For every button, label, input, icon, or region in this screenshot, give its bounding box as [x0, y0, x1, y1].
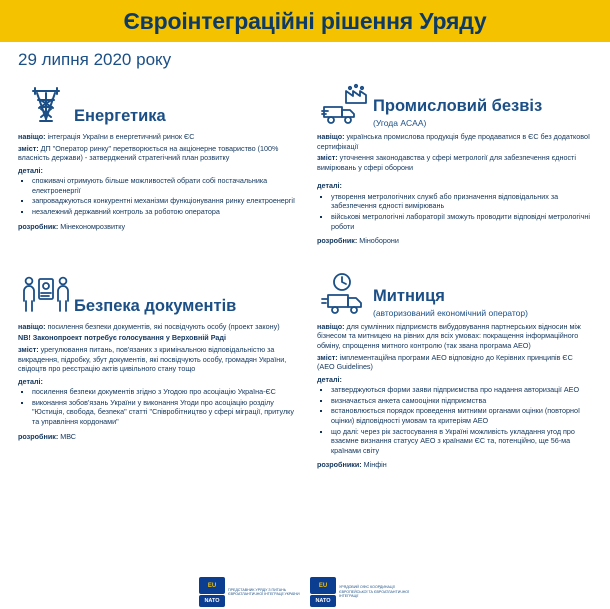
factory-truck-icon — [317, 80, 373, 128]
customs-purpose-row — [317, 322, 592, 351]
page-title: Євроінтеграційні рішення Уряду — [123, 7, 487, 34]
page-date: 29 липня 2020 року — [18, 50, 172, 69]
customs-content-value: імплементаційна програми АЕО відповідно до Керівних принципів ЄС (AEO Guidelines) — [317, 352, 573, 372]
energy-developer-value: Мінекономрозвитку — [60, 221, 126, 231]
list-item: ▪ виконання зобов'язань України у виконання Угоди про асоціацію розділу "Юстиція, свобода, безпека" статті "Співробітництво у сфері міграції, притулку та управління кордонами" — [32, 398, 297, 427]
section-energy-body — [18, 132, 297, 231]
customs-developer-value: Мінфін — [363, 460, 387, 470]
list-item: ▪ військові метрологічні лабораторії зможуть проводити відповідні метрологічні роботи — [331, 212, 592, 231]
list-item: ▪ незалежний державний контроль за роботою оператора — [32, 207, 297, 217]
list-item: ▪ посилення безпеки документів згідно з Угодою про асоціацію Україна-ЄС — [32, 387, 297, 397]
nato-logo-icon: NATO — [199, 595, 225, 607]
section-document-security — [10, 264, 305, 472]
purpose-label: навіщо: — [18, 321, 46, 331]
docs-details-list — [18, 387, 297, 426]
customs-developer-label: розробники: — [317, 460, 362, 470]
industrial-details-list — [317, 192, 592, 231]
customs-content-row — [317, 353, 592, 372]
section-customs-subtitle: (авторизований економічний оператор) — [373, 307, 528, 318]
energy-details-list — [18, 176, 297, 216]
content-label: зміст: — [317, 153, 338, 163]
energy-developer-row — [18, 222, 297, 232]
section-docs-title: Безпека документів — [74, 296, 237, 315]
section-customs-head — [317, 266, 592, 318]
section-industrial-body — [317, 132, 592, 246]
section-customs-title: Митниця — [373, 286, 445, 305]
industrial-details-label: деталі: — [317, 181, 342, 191]
section-customs-body — [317, 322, 592, 470]
logo-stack — [310, 577, 336, 607]
industrial-content-row — [317, 153, 592, 172]
list-item: ▪ встановлюється порядок проведення митними органами оцінки (повторної оцінки) відповідності умовам та критеріям АЕО — [331, 406, 592, 425]
section-energy — [10, 74, 305, 248]
section-energy-head — [18, 76, 297, 128]
section-docs-head — [18, 266, 297, 318]
energy-developer-label: розробник: — [18, 221, 59, 231]
customs-details-list — [317, 385, 592, 455]
footer-logos — [0, 577, 610, 607]
list-item: ▪ визначається анкета самооцінки підприємства — [331, 396, 592, 406]
purpose-label: навіщо: — [18, 132, 46, 141]
energy-purpose-value: інтеграція України в енергетичний ринок ЄС — [47, 132, 195, 141]
docs-developer-label: розробник: — [18, 431, 59, 441]
nato-logo-icon: NATO — [310, 595, 336, 607]
energy-content-value: ДП "Оператор ринку" перетворюється на акціонерне товариство (100% власність держави) - затверджений стратегічний план розвитку — [18, 143, 279, 163]
industrial-content-value: уточнення законодавства у сфері метрології для забезпечення єдності вимірювань у сфері оборони — [317, 153, 576, 172]
section-energy-title: Енергетика — [74, 107, 166, 126]
energy-content-row — [18, 144, 297, 163]
customs-details-label: деталі: — [317, 374, 342, 384]
customs-developer-row — [317, 460, 592, 470]
energy-purpose-row — [18, 132, 297, 142]
industrial-developer-value: Міноборони — [359, 236, 399, 246]
docs-purpose-row — [18, 322, 297, 332]
list-item: ▪ утворення метрологічних служб або призначення відповідальних за забезпечення єдності вимірювань — [331, 192, 592, 211]
industrial-purpose-row — [317, 132, 592, 151]
docs-nb-row — [18, 333, 297, 343]
docs-details-label: деталі: — [18, 376, 43, 386]
list-item: ▪ запроваджуються конкурентні механізми функціонування ринку електроенергії — [32, 196, 297, 206]
docs-purpose-value: посилення безпеки документів, які посвідчують особу (проект закону) — [47, 321, 280, 331]
content-label: зміст: — [317, 352, 338, 362]
list-item: ▪ споживачі отримують більше можливостей обрати собі постачальника електроенергії — [32, 176, 297, 195]
eu-flag-icon: EU — [199, 577, 225, 594]
purpose-label: навіщо: — [317, 132, 345, 141]
docs-nb-text: NB! Законопроект потребує голосування у Верховній Раді — [18, 333, 226, 343]
industrial-developer-row — [317, 236, 592, 246]
list-item: ▪ що далі: через рік застосування в Україні можливість укладання угод про взаємне визнання статусу АЕО з країнами ЄС та, потенційно, ще 56-ма країнами світу — [331, 427, 592, 456]
customs-purpose-value: для сумлінних підприємств вибудовування партнерських відносин між бізнесом та митницею на рівних для всіх умовах: покращення інформаційного обміну, спрощення митного контролю (так звана програма АЕО) — [317, 321, 581, 350]
docs-content-row — [18, 345, 297, 374]
industrial-developer-label: розробник: — [317, 236, 358, 246]
section-industrial-head — [317, 76, 592, 128]
docs-developer-row — [18, 432, 297, 442]
sections-grid — [0, 74, 610, 472]
section-customs — [305, 264, 600, 472]
docs-content-value: урегулювання питань, пов'язаних з кримінальною відповідальністю за викрадення, підробку, збут документів, які посвідчують особу, громадян України, свідоцтв про реєстрацію актів цивільного стану тощо — [18, 344, 287, 374]
docs-developer-value: МВС — [60, 431, 76, 441]
section-industrial-title: Промисловий безвіз — [373, 97, 543, 116]
industrial-purpose-value: українська промислова продукція буде продаватися в ЄС без додаткової сертифікації — [317, 132, 590, 151]
eu-flag-icon: EU — [310, 577, 336, 594]
truck-clock-icon — [317, 270, 373, 318]
content-label: зміст: — [18, 143, 39, 153]
section-docs-body — [18, 322, 297, 441]
power-tower-icon — [18, 80, 74, 128]
logo-badge-gov-rep — [199, 577, 300, 607]
passport-people-icon — [18, 270, 74, 318]
section-industrial-subtitle: (Угода ACAA) — [373, 118, 427, 128]
section-industrial-visa-free — [305, 74, 600, 248]
logo-caption: ПРЕДСТАВНИК УРЯДУ З ПИТАНЬ ЄВРОАТЛАНТИЧНОЇ ІНТЕГРАЦІЇ УКРАЇНИ — [228, 587, 300, 596]
logo-stack — [199, 577, 225, 607]
logo-badge-gov-office — [310, 577, 411, 607]
purpose-label: навіщо: — [317, 321, 345, 331]
list-item: ▪ затверджуються форми заяви підприємства про надання авторизації АЕО — [331, 385, 592, 395]
content-label: зміст: — [18, 344, 39, 354]
logo-caption: УРЯДОВИЙ ОФІС КООРДИНАЦІЇ ЄВРОПЕЙСЬКОЇ ТА ЄВРОАТЛАНТИЧНОЇ ІНТЕГРАЦІЇ — [339, 585, 410, 599]
header-band — [0, 0, 610, 42]
energy-details-label: деталі: — [18, 165, 43, 175]
